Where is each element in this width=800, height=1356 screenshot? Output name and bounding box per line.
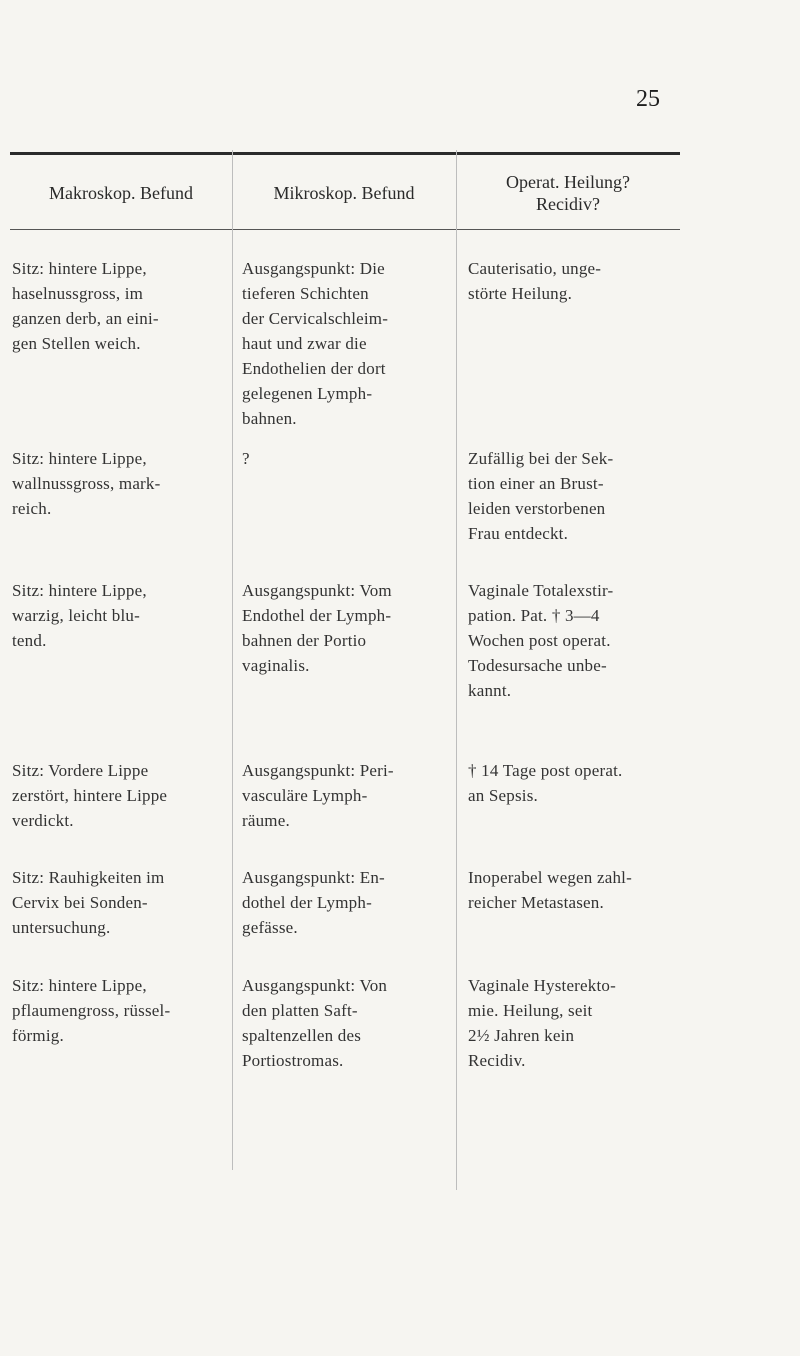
column-divider-2 bbox=[456, 150, 457, 1190]
cell-operat: Vaginale Hysterekto- mie. Heilung, seit 2½ Jahren kein Recidiv. bbox=[468, 976, 616, 1070]
header-makroskop: Makroskop. Befund bbox=[49, 183, 193, 203]
column-divider-1 bbox=[232, 150, 233, 1170]
cell-mikro: Ausgangspunkt: Peri- vasculäre Lymph- räume. bbox=[242, 761, 394, 830]
cell-mikro: Ausgangspunkt: Die tieferen Schichten der Cervicalschleim- haut und zwar die Endothelien der dort gelegenen Lymph- bahnen. bbox=[242, 259, 389, 428]
page-number: 25 bbox=[636, 86, 660, 112]
cell-operat: Cauterisatio, unge- störte Heilung. bbox=[468, 259, 602, 303]
header-mikroskop: Mikroskop. Befund bbox=[273, 183, 415, 203]
cell-operat: Zufällig bei der Sek- tion einer an Brust- leiden verstorbenen Frau entdeckt. bbox=[468, 449, 614, 543]
cell-makro: Sitz: Vordere Lippe zerstört, hintere Lippe verdickt. bbox=[12, 761, 168, 830]
cell-mikro: Ausgangspunkt: Von den platten Saft- spaltenzellen des Portiostromas. bbox=[242, 976, 388, 1070]
cell-mikro: Ausgangspunkt: Vom Endothel der Lymph- bahnen der Portio vaginalis. bbox=[242, 581, 392, 675]
cell-mikro: ? bbox=[242, 449, 250, 468]
header-bottom-rule bbox=[10, 229, 680, 230]
cell-makro: Sitz: hintere Lippe, wallnussgross, mark- reich. bbox=[12, 449, 161, 518]
cell-makro: Sitz: hintere Lippe, haselnussgross, im ganzen derb, an eini- gen Stellen weich. bbox=[12, 259, 159, 353]
cell-mikro: Ausgangspunkt: En- dothel der Lymph- gefässe. bbox=[242, 868, 385, 937]
table-top-rule bbox=[10, 152, 680, 155]
cell-makro: Sitz: hintere Lippe, warzig, leicht blu- tend. bbox=[12, 581, 147, 650]
cell-makro: Sitz: Rauhigkeiten im Cervix bei Sonden- untersuchung. bbox=[12, 868, 165, 937]
cell-makro: Sitz: hintere Lippe, pflaumengross, rüssel- förmig. bbox=[12, 976, 171, 1045]
cell-operat: Vaginale Totalexstir- pation. Pat. † 3—4 Wochen post operat. Todesursache unbe- kannt. bbox=[468, 581, 614, 700]
cell-operat: † 14 Tage post operat. an Sepsis. bbox=[468, 761, 623, 805]
cell-operat: Inoperabel wegen zahl- reicher Metastasen. bbox=[468, 868, 632, 912]
header-operat: Operat. Heilung? Recidiv? bbox=[506, 172, 630, 214]
